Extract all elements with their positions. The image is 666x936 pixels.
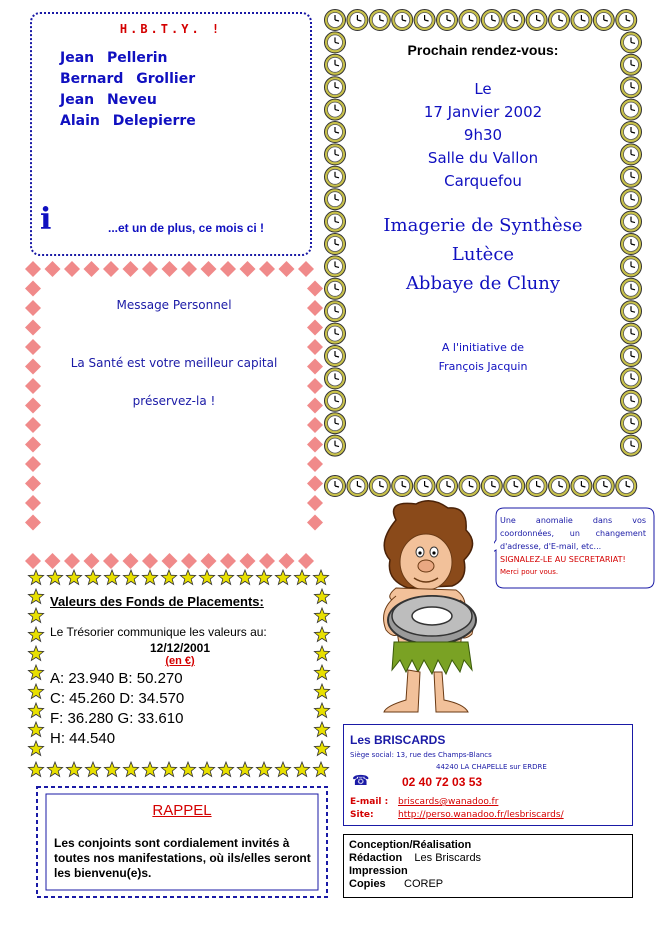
star-icon — [314, 741, 329, 756]
diamond-icon — [307, 417, 323, 433]
bubble-thanks: Merci pour vous. — [500, 568, 559, 576]
star-icon — [85, 570, 100, 585]
clock-icon — [459, 476, 480, 497]
clock-icon — [621, 368, 642, 389]
clock-icon — [621, 323, 642, 344]
diamond-icon — [307, 359, 323, 375]
clock-icon — [621, 435, 642, 456]
star-icon — [275, 570, 290, 585]
info-icon: i — [40, 202, 52, 237]
diamond-icon — [240, 553, 256, 569]
fund-currency: (en €) — [165, 655, 195, 667]
bubble-message: Une anomalie dans vos coordonnées, un changement d'adresse, d'E-mail, etc... — [500, 516, 646, 551]
credit-label: Impression — [349, 865, 408, 877]
meeting-topics — [350, 211, 616, 298]
rappel-title: RAPPEL — [152, 802, 212, 819]
diamond-icon — [25, 476, 41, 492]
star-icon — [218, 570, 233, 585]
clock-icon — [481, 476, 502, 497]
diamond-icon — [103, 553, 119, 569]
star-icon — [28, 762, 43, 777]
diamond-icon — [279, 261, 295, 277]
email-label: E-mail : — [350, 797, 389, 807]
clock-icon — [414, 10, 435, 31]
clock-icon — [325, 390, 346, 411]
clock-icon — [593, 10, 614, 31]
diamond-icon — [25, 281, 41, 297]
diamond-icon — [103, 261, 119, 277]
star-icon — [104, 570, 119, 585]
star-icon — [66, 762, 81, 777]
clock-icon — [325, 189, 346, 210]
diamond-icon — [45, 261, 61, 277]
clock-icon — [325, 166, 346, 187]
diamond-icon — [181, 261, 197, 277]
clock-icon — [325, 122, 346, 143]
star-icon — [28, 722, 43, 737]
bubble-warning: SIGNALEZ-LE AU SECRETARIAT! — [500, 555, 626, 564]
diamond-icon — [25, 320, 41, 336]
birthday-name: Jean Neveu — [60, 92, 157, 108]
diamond-icon — [25, 456, 41, 472]
diamond-icon — [307, 378, 323, 394]
bubble-text — [500, 514, 646, 579]
credit-value: COREP — [404, 878, 444, 890]
star-icon — [237, 762, 252, 777]
star-icon — [47, 570, 62, 585]
diamond-icon — [307, 515, 323, 531]
birthday-box — [30, 12, 312, 256]
diamond-icon — [64, 553, 80, 569]
diamond-icon — [25, 417, 41, 433]
diamond-icon — [307, 456, 323, 472]
diamond-icon — [307, 339, 323, 355]
fund-value-row: C: 45.260 D: 34.570 — [50, 690, 185, 707]
clock-icon — [621, 166, 642, 187]
diamond-icon — [307, 398, 323, 414]
diamond-icon — [307, 495, 323, 511]
star-icon — [313, 570, 328, 585]
fund-value-row: A: 23.940 B: 50.270 — [50, 670, 183, 687]
meeting-topic: Lutèce — [451, 244, 515, 265]
clock-icon — [325, 211, 346, 232]
star-icon — [123, 570, 138, 585]
clock-icon — [325, 54, 346, 75]
clock-icon — [549, 10, 570, 31]
clock-icon — [621, 211, 642, 232]
star-icon — [314, 684, 329, 699]
star-icon — [28, 570, 43, 585]
diamond-icon — [84, 553, 100, 569]
clock-icon — [325, 476, 346, 497]
clock-icon — [621, 256, 642, 277]
star-icon — [256, 762, 271, 777]
star-icon — [28, 741, 43, 756]
star-icon — [314, 608, 329, 623]
fund-values-list — [50, 669, 310, 749]
clock-icon — [325, 77, 346, 98]
star-icon — [47, 762, 62, 777]
diamond-icon — [25, 339, 41, 355]
meeting-date: 17 Janvier 2002 — [423, 103, 543, 121]
initiative-name: François Jacquin — [438, 360, 528, 373]
star-icon — [294, 762, 309, 777]
clock-icon — [571, 476, 592, 497]
star-icon — [314, 589, 329, 604]
star-icon — [28, 627, 43, 642]
clock-icon — [437, 476, 458, 497]
clock-icon — [621, 122, 642, 143]
star-icon — [180, 570, 195, 585]
address-line: Siège social: 13, rue des Champs-Blancs — [350, 751, 492, 759]
clock-icon — [325, 10, 346, 31]
diamond-icon — [279, 553, 295, 569]
diamond-icon — [25, 495, 41, 511]
next-meeting — [350, 42, 616, 376]
rappel-text: Les conjoints sont cordialement invités à toutes nos manifestations, où ils/elles seront les bienvenu(e)s. — [54, 836, 311, 880]
club-name: Les BRISCARDS — [350, 733, 446, 747]
meeting-details — [350, 78, 616, 193]
phone-icon: ☎ — [352, 773, 370, 789]
meeting-time: 9h30 — [463, 126, 503, 144]
star-icon — [314, 627, 329, 642]
diamond-icon — [25, 553, 41, 569]
clock-icon — [325, 32, 346, 53]
diamond-icon — [201, 553, 217, 569]
clock-icon — [392, 476, 413, 497]
star-icon — [104, 762, 119, 777]
diamond-icon — [181, 553, 197, 569]
credit-label: Conception/Réalisation — [349, 839, 472, 851]
star-icon — [294, 570, 309, 585]
star-icon — [256, 570, 271, 585]
fund-value-row: H: 44.540 — [50, 730, 116, 747]
diamond-icon — [123, 553, 139, 569]
clock-icon — [621, 54, 642, 75]
star-icon — [123, 762, 138, 777]
diamond-icon — [25, 437, 41, 453]
star-icon — [314, 646, 329, 661]
diamond-icon — [142, 261, 158, 277]
meeting-city: Carquefou — [444, 172, 522, 190]
fund-values — [50, 594, 310, 749]
diamond-icon — [201, 261, 217, 277]
clock-icon — [325, 368, 346, 389]
clock-icon — [621, 413, 642, 434]
star-icon — [313, 762, 328, 777]
clock-icon — [481, 10, 502, 31]
birthday-name: Bernard Grollier — [60, 71, 196, 87]
clock-icon — [325, 323, 346, 344]
clock-icon — [325, 144, 346, 165]
diamond-icon — [298, 553, 314, 569]
star-icon — [66, 570, 81, 585]
site-label: Site: — [350, 810, 374, 820]
star-icon — [28, 589, 43, 604]
clock-icon — [347, 476, 368, 497]
diamond-icon — [142, 553, 158, 569]
diamond-icon — [25, 515, 41, 531]
birthday-names — [60, 48, 196, 132]
fund-intro: Le Trésorier communique les valeurs au: — [50, 625, 267, 639]
diamond-icon — [162, 261, 178, 277]
clock-icon — [437, 10, 458, 31]
meeting-initiative — [350, 338, 616, 376]
diamond-icon — [259, 261, 275, 277]
caveman-illustration — [356, 500, 506, 718]
clock-icon — [526, 476, 547, 497]
clock-icon — [621, 278, 642, 299]
clock-icon — [621, 32, 642, 53]
diamond-icon — [307, 281, 323, 297]
diamond-icon — [220, 261, 236, 277]
fund-value-row: F: 36.280 G: 33.610 — [50, 710, 184, 727]
clock-icon — [414, 476, 435, 497]
meeting-place: Salle du Vallon — [427, 149, 539, 167]
contact-box — [343, 724, 633, 826]
diamond-icon — [25, 378, 41, 394]
clock-icon — [459, 10, 480, 31]
diamond-icon — [307, 437, 323, 453]
clock-icon — [325, 435, 346, 456]
birthday-name: Alain Delepierre — [60, 113, 196, 129]
clock-icon — [325, 413, 346, 434]
diamond-icon — [162, 553, 178, 569]
star-icon — [142, 570, 157, 585]
star-icon — [237, 570, 252, 585]
star-icon — [199, 762, 214, 777]
credit-value: Les Briscards — [414, 852, 482, 864]
clock-icon — [593, 476, 614, 497]
initiative-line: A l'initiative de — [441, 341, 525, 354]
clock-icon — [549, 476, 570, 497]
star-icon — [142, 762, 157, 777]
credit-label: Rédaction — [349, 852, 403, 864]
diamond-icon — [307, 476, 323, 492]
star-icon — [28, 608, 43, 623]
meeting-topic: Abbaye de Cluny — [405, 273, 561, 294]
clock-icon — [325, 346, 346, 367]
diamond-icon — [240, 261, 256, 277]
address-city: 44240 LA CHAPELLE sur ERDRE — [436, 763, 547, 771]
fund-date: 12/12/2001 — [149, 641, 211, 655]
star-icon — [28, 703, 43, 718]
clock-icon — [526, 10, 547, 31]
clock-icon — [369, 476, 390, 497]
message-line: La Santé est votre meilleur capital — [70, 356, 278, 370]
clock-icon — [347, 10, 368, 31]
clock-icon — [504, 10, 525, 31]
credit-label: Copies — [349, 878, 386, 890]
star-icon — [161, 762, 176, 777]
diamond-icon — [298, 261, 314, 277]
clock-icon — [621, 99, 642, 120]
diamond-icon — [307, 320, 323, 336]
email-link[interactable]: briscards@wanadoo.fr — [398, 797, 499, 807]
diamond-icon — [123, 261, 139, 277]
clock-icon — [571, 10, 592, 31]
diamond-icon — [25, 261, 41, 277]
diamond-icon — [84, 261, 100, 277]
stone-wheel — [388, 596, 476, 644]
clock-icon — [621, 346, 642, 367]
star-icon — [218, 762, 233, 777]
star-icon — [314, 722, 329, 737]
meeting-line: Le — [474, 80, 492, 98]
clock-icon — [325, 301, 346, 322]
clock-icon — [621, 189, 642, 210]
diamond-icon — [25, 398, 41, 414]
clock-icon — [369, 10, 390, 31]
star-icon — [180, 762, 195, 777]
star-icon — [28, 646, 43, 661]
clock-icon — [621, 144, 642, 165]
star-icon — [314, 703, 329, 718]
star-icon — [28, 665, 43, 680]
birthday-footer: ...et un de plus, ce mois ci ! — [108, 221, 265, 235]
clock-icon — [325, 256, 346, 277]
diamond-icon — [307, 300, 323, 316]
star-icon — [275, 762, 290, 777]
diamond-icon — [259, 553, 275, 569]
meeting-topic: Imagerie de Synthèse — [383, 215, 583, 236]
clock-icon — [621, 390, 642, 411]
diamond-icon — [45, 553, 61, 569]
star-icon — [161, 570, 176, 585]
meeting-heading: Prochain rendez-vous: — [407, 42, 559, 58]
clock-icon — [621, 77, 642, 98]
diamond-icon — [64, 261, 80, 277]
message-title: Message Personnel — [116, 298, 232, 312]
clock-icon — [504, 476, 525, 497]
diamond-icon — [25, 359, 41, 375]
personal-message — [45, 282, 303, 550]
birthday-title: H.B.T.Y. ! — [119, 22, 223, 36]
star-icon — [314, 665, 329, 680]
clock-icon — [621, 301, 642, 322]
fund-heading: Valeurs des Fonds de Placements: — [50, 594, 264, 609]
clock-icon — [325, 234, 346, 255]
clock-icon — [392, 10, 413, 31]
phone-number: 02 40 72 03 53 — [402, 775, 483, 789]
diamond-icon — [25, 300, 41, 316]
clock-icon — [616, 476, 637, 497]
clock-icon — [621, 234, 642, 255]
clock-icon — [325, 99, 346, 120]
star-icon — [199, 570, 214, 585]
star-icon — [28, 684, 43, 699]
star-icon — [85, 762, 100, 777]
site-link[interactable]: http://perso.wanadoo.fr/lesbriscards/ — [398, 810, 564, 820]
clock-icon — [616, 10, 637, 31]
credits-box — [343, 834, 633, 898]
message-line: préservez-la ! — [132, 394, 216, 408]
diamond-icon — [220, 553, 236, 569]
clock-icon — [325, 278, 346, 299]
birthday-name: Jean Pellerin — [60, 50, 168, 66]
